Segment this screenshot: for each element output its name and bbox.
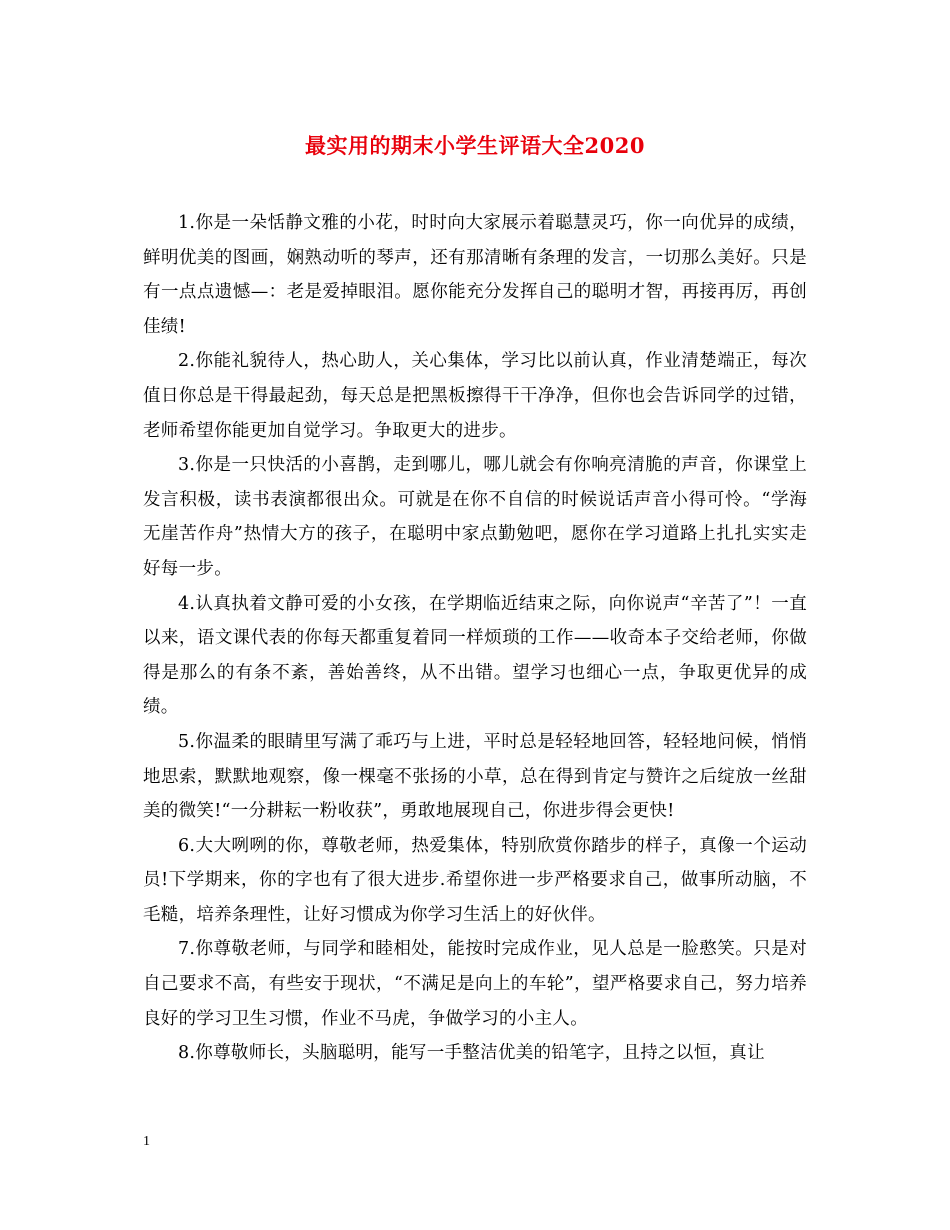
paragraph-5: 5.你温柔的眼睛里写满了乖巧与上进，平时总是轻轻地回答，轻轻地问候，悄悄地思索，默默地观察，像一棵毫不张扬的小草，总在得到肯定与赞许之后绽放一丝甜美的微笑!“一分耕耘一粉收获”，勇敢地展现自己，你进步得会更快!	[143, 731, 807, 822]
paragraph-2: 2.你能礼貌待人，热心助人，关心集体，学习比以前认真，作业清楚端正，每次值日你总是干得最起劲，每天总是把黑板擦得干干净净，但你也会告诉同学的过错，老师希望你能更加自觉学习。争取更大的进步。	[143, 351, 807, 441]
paragraph-3: 3.你是一只快活的小喜鹊，走到哪儿，哪儿就会有你响亮清脆的声音，你课堂上发言积极，读书表演都很出众。可就是在你不自信的时候说话声音小得可怜。“学海无崖苦作舟”热情大方的孩子，在聪明中家点勤勉吧，愿你在学习道路上扎扎实实走好每一步。	[143, 455, 807, 579]
document-title: 最实用的期末小学生评语大全2020	[305, 133, 645, 158]
document-body	[143, 206, 807, 1071]
paragraph-1: 1.你是一朵恬静文雅的小花，时时向大家展示着聪慧灵巧，你一向优异的成绩，鲜明优美的图画，娴熟动听的琴声，还有那清晰有条理的发言，一切那么美好。只是有一点点遗憾—：老是爱掉眼泪。愿你能充分发挥自己的聪明才智，再接再厉，再创佳绩!	[143, 213, 807, 337]
paragraph-7: 7.你尊敬老师，与同学和睦相处，能按时完成作业，见人总是一脸憨笑。只是对自己要求不高，有些安于现状，“不满足是向上的车轮”，望严格要求自己，努力培养良好的学习卫生习惯，作业不马虎，争做学习的小主人。	[143, 939, 807, 1029]
paragraph-8: 8.你尊敬师长，头脑聪明，能写一手整洁优美的铅笔字，且持之以恒，真让	[178, 1043, 765, 1064]
paragraph-4: 4.认真执着文静可爱的小女孩，在学期临近结束之际，向你说声“辛苦了”！一直以来，语文课代表的你每天都重复着同一样烦琐的工作——收奇本子交给老师，你做得是那么的有条不紊，善始善终，从不出错。望学习也细心一点，争取更优异的成绩。	[143, 593, 807, 718]
paragraph-6: 6.大大咧咧的你，尊敬老师，热爱集体，特别欣赏你踏步的样子，真像一个运动员!下学期来，你的字也有了很大进步.希望你进一步严格要求自己，做事所动脑，不毛糙，培养条理性，让好习惯成为你学习生活上的好伙伴。	[143, 835, 807, 925]
page-number: 1	[143, 1134, 150, 1149]
